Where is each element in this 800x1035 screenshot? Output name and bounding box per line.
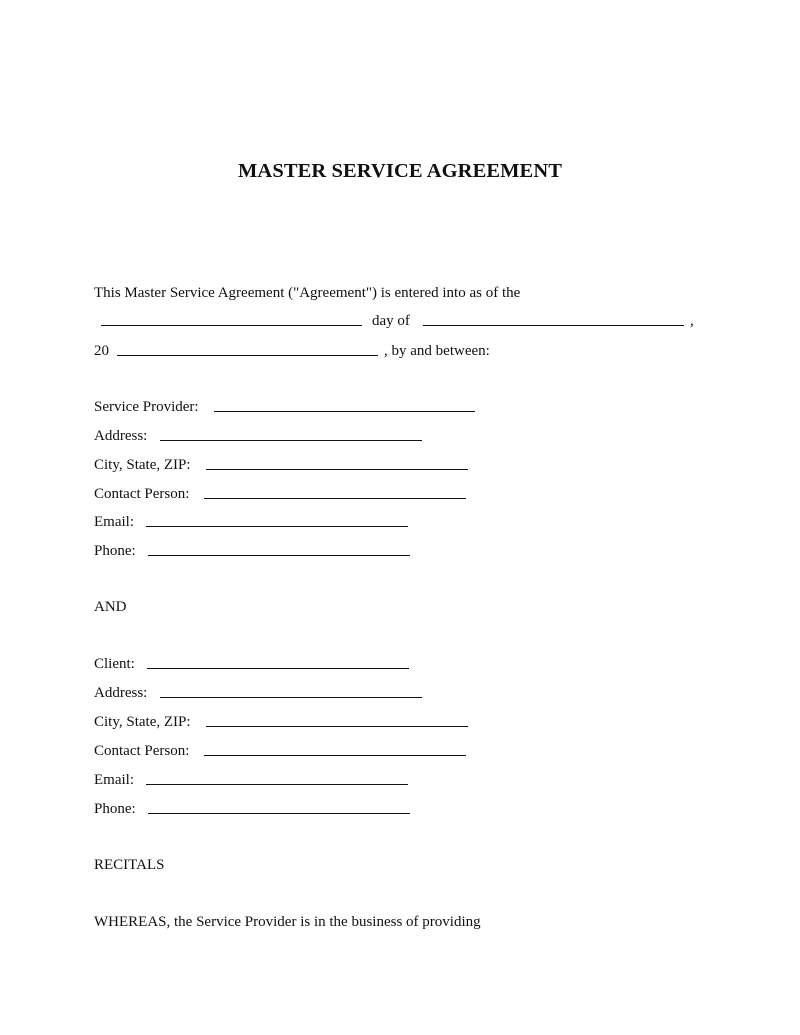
intro-text: This Master Service Agreement ("Agreement") is entered into as of the bbox=[94, 285, 521, 301]
by-and-between-text: , by and between: bbox=[384, 343, 490, 359]
year-prefix: 20 bbox=[94, 343, 109, 359]
provider-phone-label: Phone: bbox=[94, 543, 136, 559]
provider-email-field[interactable] bbox=[146, 526, 408, 527]
provider-city-state-zip-label: City, State, ZIP: bbox=[94, 457, 191, 473]
provider-address-label: Address: bbox=[94, 428, 148, 444]
client-contact-person-label: Contact Person: bbox=[94, 743, 190, 759]
provider-phone-field[interactable] bbox=[148, 555, 410, 556]
client-phone-field[interactable] bbox=[148, 813, 410, 814]
document-title: MASTER SERVICE AGREEMENT bbox=[237, 160, 563, 182]
client-contact-person-field[interactable] bbox=[204, 755, 466, 756]
provider-email-label: Email: bbox=[94, 514, 134, 530]
service-provider-field[interactable] bbox=[214, 411, 475, 412]
service-provider-label: Service Provider: bbox=[94, 399, 199, 415]
client-address-label: Address: bbox=[94, 685, 148, 701]
client-email-field[interactable] bbox=[146, 784, 408, 785]
date-year-blank[interactable] bbox=[117, 355, 378, 356]
and-separator: AND bbox=[94, 599, 127, 615]
whereas-text: WHEREAS, the Service Provider is in the business of providing bbox=[94, 914, 481, 930]
recitals-heading: RECITALS bbox=[94, 857, 165, 873]
client-address-field[interactable] bbox=[160, 697, 422, 698]
provider-address-field[interactable] bbox=[160, 440, 422, 441]
client-field[interactable] bbox=[147, 668, 409, 669]
provider-city-state-zip-field[interactable] bbox=[206, 469, 468, 470]
provider-contact-person-label: Contact Person: bbox=[94, 486, 190, 502]
provider-contact-person-field[interactable] bbox=[204, 498, 466, 499]
client-phone-label: Phone: bbox=[94, 801, 136, 817]
client-city-state-zip-field[interactable] bbox=[206, 726, 468, 727]
client-label: Client: bbox=[94, 656, 135, 672]
date-comma: , bbox=[690, 313, 694, 329]
client-city-state-zip-label: City, State, ZIP: bbox=[94, 714, 191, 730]
date-day-blank[interactable] bbox=[101, 325, 362, 326]
date-month-blank[interactable] bbox=[423, 325, 684, 326]
day-of-label: day of bbox=[372, 313, 410, 329]
client-email-label: Email: bbox=[94, 772, 134, 788]
